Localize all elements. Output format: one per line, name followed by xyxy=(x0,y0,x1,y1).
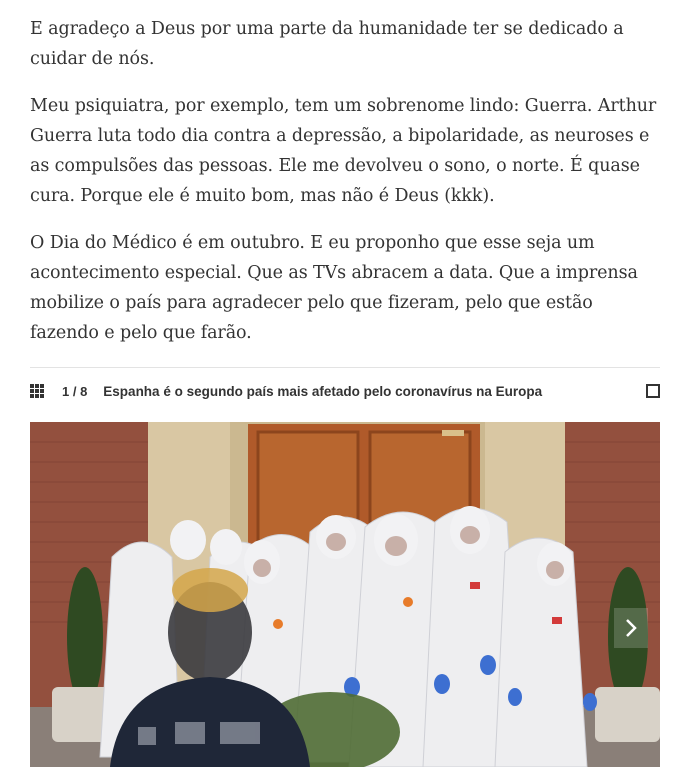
article-paragraph: E agradeço a Deus por uma parte da humanidade ter se dedicado a cuidar de nós. xyxy=(30,19,624,69)
article-body xyxy=(30,14,660,365)
article-paragraph: Meu psiquiatra, por exemplo, tem um sobrenome lindo: Guerra. Arthur Guerra luta todo dia contra a depressão, a bipolaridade, as neuroses e as compulsões das pessoas. Ele me devolveu o sono, o norte. É quase cura. Porque ele é muito bom, mas não é Deus (kkk). xyxy=(30,96,657,206)
article-paragraph: O Dia do Médico é em outubro. E eu proponho que esse seja um acontecimento especial. Que as TVs abracem a data. Que a imprensa mobilize o país para agradecer pelo que fizeram, pelo que estão fazendo e pelo que farão. xyxy=(30,233,638,343)
fullscreen-icon[interactable] xyxy=(646,384,660,398)
gallery-caption: Espanha é o segundo país mais afetado pelo coronavírus na Europa xyxy=(103,383,543,399)
gallery-header xyxy=(30,367,660,414)
chevron-right-icon xyxy=(624,618,638,638)
grid-icon[interactable] xyxy=(30,384,44,398)
next-slide-button[interactable] xyxy=(614,608,648,648)
gallery-photo[interactable] xyxy=(30,422,660,767)
health-workers-photo xyxy=(30,422,660,767)
gallery-counter: 1 / 8 xyxy=(62,383,88,399)
